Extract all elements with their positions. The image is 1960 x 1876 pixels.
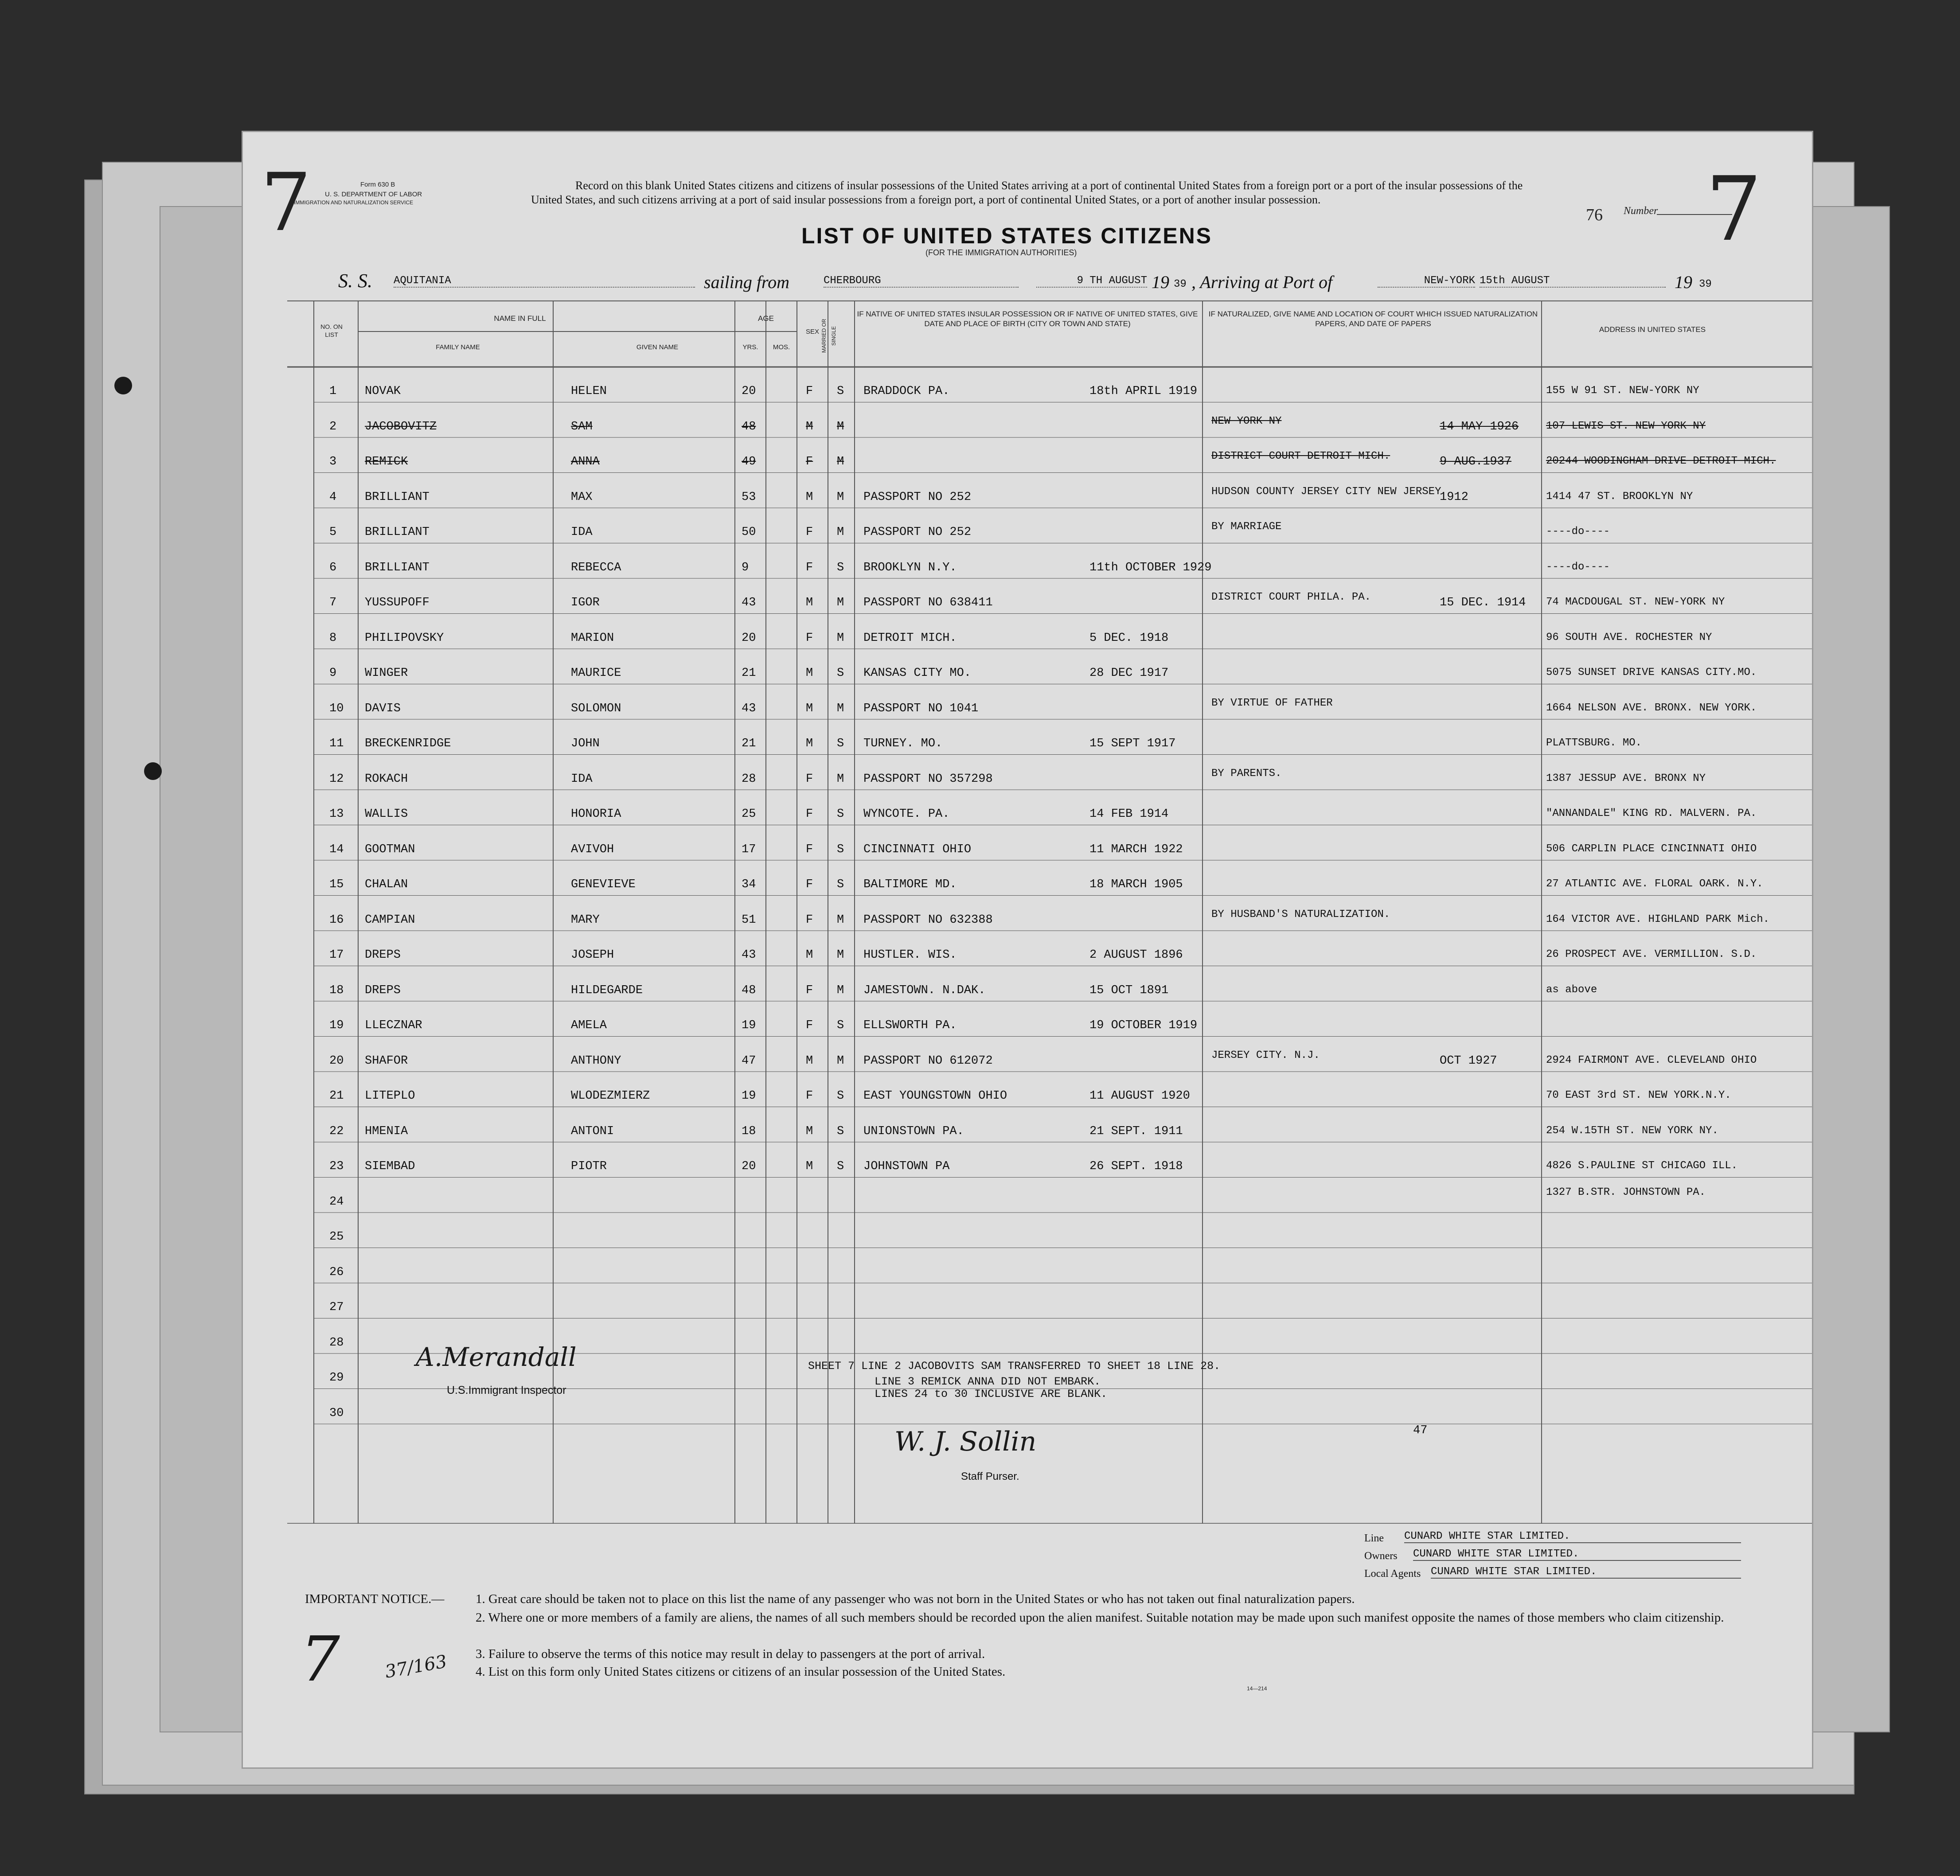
given-name: PIOTR: [571, 1160, 607, 1173]
birth-date: 14 FEB 1914: [1089, 807, 1169, 821]
naturalization-court: BY PARENTS.: [1211, 767, 1282, 780]
marital-status: S: [837, 667, 844, 680]
marital-status: M: [837, 1054, 844, 1068]
birth-place: BRADDOCK PA.: [863, 385, 950, 398]
naturalization-court: HUDSON COUNTY JERSEY CITY NEW JERSEY: [1211, 485, 1441, 498]
header-sex: SEX: [805, 328, 819, 335]
age-years: 49: [742, 455, 756, 468]
age-years: 48: [742, 420, 756, 433]
row-number: 14: [329, 842, 344, 856]
sex: M: [806, 948, 813, 962]
row-number: 11: [329, 737, 344, 750]
row-number: 21: [329, 1089, 344, 1103]
purser-signature: W. J. Sollin: [894, 1426, 1037, 1457]
family-name: GOOTMAN: [365, 842, 415, 856]
address: 96 SOUTH AVE. ROCHESTER NY: [1546, 631, 1712, 644]
birth-place: JOHNSTOWN PA: [863, 1160, 950, 1173]
birth-place: TURNEY. MO.: [863, 737, 943, 750]
ss-label: S. S.: [338, 270, 372, 292]
marital-status: S: [837, 737, 844, 750]
marital-status: S: [837, 561, 844, 574]
sex: F: [806, 983, 813, 997]
sheet-mark-left: 7: [261, 156, 312, 249]
family-name: CHALAN: [365, 878, 408, 891]
sail-year: 39: [1174, 278, 1187, 290]
sex: M: [806, 420, 813, 433]
given-name: IGOR: [571, 596, 600, 609]
row-number: 10: [329, 702, 344, 715]
notice-item-2: 2. Where one or more members of a family are aliens, the names of all such members should be recorded upon the alien manifest. Suitable notation may be made upon such manifest opposite the names of those members who claim citizenship.: [476, 1611, 1724, 1625]
row-number: 16: [329, 913, 344, 927]
sex: F: [806, 455, 813, 468]
address: 74 MACDOUGAL ST. NEW-YORK NY: [1546, 596, 1725, 608]
age-years: 19: [742, 1089, 756, 1103]
birth-place: PASSPORT NO 252: [863, 490, 972, 504]
given-name: IDA: [571, 526, 593, 539]
handwritten-mark: 7: [301, 1623, 340, 1696]
header-naturalized: IF NATURALIZED, GIVE NAME AND LOCATION OF COURT WHICH ISSUED NATURALIZATION PAPERS, AND DATE OF PAPERS: [1208, 310, 1538, 328]
birth-place: KANSAS CITY MO.: [863, 667, 972, 680]
address: "ANNANDALE" KING RD. MALVERN. PA.: [1546, 807, 1757, 819]
row-number: 27: [329, 1301, 344, 1314]
sheet-mark-right: 7: [1706, 158, 1762, 261]
sex: M: [806, 1054, 813, 1068]
address: 1414 47 ST. BROOKLYN NY: [1546, 490, 1693, 503]
marital-status: S: [837, 1160, 844, 1173]
family-name: HMENIA: [365, 1124, 408, 1138]
address: 107 LEWIS ST. NEW YORK NY: [1546, 420, 1706, 432]
local-agents-label: Local Agents: [1364, 1568, 1421, 1580]
intro-text: Record on this blank United States citizens and citizens of insular possessions of the United States arriving at a port of continental United States from a foreign port or a port of the insular possessions of the United States, and such citizens arriving at a port of said insular possessions from a foreign port, a port of continental United States, or a port of another insular possession.: [531, 179, 1523, 206]
family-name: CAMPIAN: [365, 913, 415, 927]
birth-place: EAST YOUNGSTOWN OHIO: [863, 1089, 1007, 1103]
row-number: 26: [329, 1265, 344, 1279]
sex: F: [806, 842, 813, 856]
marital-status: M: [837, 596, 844, 609]
birth-date: 19 OCTOBER 1919: [1089, 1019, 1198, 1032]
family-name: JACOBOVITZ: [365, 420, 437, 433]
birth-place: PASSPORT NO 1041: [863, 702, 979, 715]
family-name: BRILLIANT: [365, 490, 429, 504]
line-label: Line: [1364, 1533, 1384, 1544]
family-name: ROKACH: [365, 772, 408, 786]
header-family-name: FAMILY NAME: [436, 343, 480, 351]
row-number: 25: [329, 1230, 344, 1244]
family-name: BRECKENRIDGE: [365, 737, 451, 750]
birth-place: PASSPORT NO 252: [863, 526, 972, 539]
age-years: 20: [742, 385, 756, 398]
birth-date: 5 DEC. 1918: [1089, 631, 1169, 645]
birth-date: 11 MARCH 1922: [1089, 842, 1183, 856]
given-name: AVIVOH: [571, 842, 614, 856]
header-birth: IF NATIVE OF UNITED STATES INSULAR POSSESSION OR IF NATIVE OF UNITED STATES, GIVE DATE AND PLACE OF BIRTH (CITY OR TOWN AND STATE): [857, 310, 1198, 328]
age-years: 21: [742, 737, 756, 750]
birth-place: ELLSWORTH PA.: [863, 1019, 957, 1032]
address: as above: [1546, 983, 1597, 996]
given-name: JOHN: [571, 737, 600, 750]
age-years: 9: [742, 561, 749, 574]
naturalization-court: DISTRICT COURT DETROIT MICH.: [1211, 450, 1390, 462]
sex: F: [806, 772, 813, 786]
blank-lines-note: LINES 24 to 30 INCLUSIVE ARE BLANK.: [875, 1388, 1108, 1400]
sailing-label: sailing from: [704, 272, 789, 292]
header-age: AGE: [758, 314, 774, 323]
marital-status: S: [837, 385, 844, 398]
family-name: BRILLIANT: [365, 561, 429, 574]
age-years: 20: [742, 631, 756, 645]
birth-place: UNIONSTOWN PA.: [863, 1124, 964, 1138]
row-number: 1: [329, 385, 337, 398]
number-label: Number: [1624, 205, 1658, 217]
family-name: DREPS: [365, 983, 401, 997]
notice-heading: IMPORTANT NOTICE.—: [305, 1592, 445, 1606]
address: 1387 JESSUP AVE. BRONX NY: [1546, 772, 1706, 784]
birth-date: 28 DEC 1917: [1089, 667, 1169, 680]
inspector-signature: A.Merandall: [416, 1342, 577, 1372]
notice-item-1: 1. Great care should be taken not to place on this list the name of any passenger who was not born in the United States or who has not taken out final naturalization papers.: [476, 1592, 1355, 1606]
page-count: 47: [1413, 1424, 1428, 1437]
row-number: 8: [329, 631, 337, 645]
marital-status: M: [837, 455, 844, 468]
address: 155 W 91 ST. NEW-YORK NY: [1546, 385, 1699, 397]
sex: F: [806, 913, 813, 927]
manifest-page: [242, 131, 1813, 1769]
owners-value: CUNARD WHITE STAR LIMITED.: [1413, 1548, 1741, 1561]
header-name-in-full: NAME IN FULL: [494, 314, 546, 323]
sex: F: [806, 526, 813, 539]
birth-date: 11 AUGUST 1920: [1089, 1089, 1190, 1103]
marital-status: M: [837, 913, 844, 927]
owners-label: Owners: [1364, 1550, 1398, 1562]
family-name: SIEMBAD: [365, 1160, 415, 1173]
sex: F: [806, 1089, 813, 1103]
marital-status: M: [837, 948, 844, 962]
marital-status: S: [837, 878, 844, 891]
marital-status: M: [837, 772, 844, 786]
marital-status: M: [837, 983, 844, 997]
given-name: JOSEPH: [571, 948, 614, 962]
given-name: HONORIA: [571, 807, 621, 821]
local-agents-value: CUNARD WHITE STAR LIMITED.: [1431, 1566, 1741, 1579]
age-years: 53: [742, 490, 756, 504]
marital-status: S: [837, 1089, 844, 1103]
age-years: 21: [742, 667, 756, 680]
header-given-name: GIVEN NAME: [636, 343, 679, 351]
naturalization-date: 9 AUG.1937: [1440, 455, 1512, 468]
given-name: MAX: [571, 490, 593, 504]
row-number: 3: [329, 455, 337, 468]
row-number: 22: [329, 1124, 344, 1138]
row-number: 7: [329, 596, 337, 609]
sex: F: [806, 807, 813, 821]
arrive-year-prefix: 19: [1675, 272, 1692, 292]
age-years: 51: [742, 913, 756, 927]
address: 1327 B.STR. JOHNSTOWN PA.: [1546, 1186, 1706, 1198]
arrive-port: NEW-YORK: [1378, 275, 1475, 288]
sail-year-prefix: 19: [1152, 272, 1169, 292]
sex: M: [806, 490, 813, 504]
naturalization-court: NEW YORK NY: [1211, 415, 1282, 427]
naturalization-court: BY MARRIAGE: [1211, 521, 1282, 533]
page-title: LIST OF UNITED STATES CITIZENS: [801, 223, 1213, 248]
birth-place: PASSPORT NO 612072: [863, 1054, 993, 1068]
address: 4826 S.PAULINE ST CHICAGO ILL.: [1546, 1160, 1738, 1172]
sex: M: [806, 1124, 813, 1138]
address: PLATTSBURG. MO.: [1546, 737, 1642, 749]
given-name: MAURICE: [571, 667, 621, 680]
given-name: MARION: [571, 631, 614, 645]
sex: M: [806, 737, 813, 750]
birth-place: CINCINNATI OHIO: [863, 842, 972, 856]
age-years: 19: [742, 1019, 756, 1032]
row-number: 9: [329, 667, 337, 680]
given-name: WLODEZMIERZ: [571, 1089, 650, 1103]
punch-hole: [144, 762, 162, 780]
given-name: SAM: [571, 420, 593, 433]
marital-status: S: [837, 807, 844, 821]
birth-place: PASSPORT NO 632388: [863, 913, 993, 927]
arrive-date: 15th AUGUST: [1480, 275, 1666, 288]
row-number: 2: [329, 420, 337, 433]
arriving-label: , Arriving at Port of: [1191, 272, 1333, 292]
row-number: 17: [329, 948, 344, 962]
address: 2924 FAIRMONT AVE. CLEVELAND OHIO: [1546, 1054, 1757, 1066]
birth-date: 15 SEPT 1917: [1089, 737, 1176, 750]
age-years: 43: [742, 948, 756, 962]
age-years: 47: [742, 1054, 756, 1068]
birth-place: PASSPORT NO 357298: [863, 772, 993, 786]
age-years: 20: [742, 1160, 756, 1173]
birth-place: HUSTLER. WIS.: [863, 948, 957, 962]
birth-date: 18 MARCH 1905: [1089, 878, 1183, 891]
sex: F: [806, 1019, 813, 1032]
family-name: LLECZNAR: [365, 1019, 422, 1032]
naturalization-court: DISTRICT COURT PHILA. PA.: [1211, 591, 1371, 603]
row-number: 19: [329, 1019, 344, 1032]
embark-note: LINE 3 REMICK ANNA DID NOT EMBARK.: [875, 1375, 1101, 1388]
family-name: DREPS: [365, 948, 401, 962]
family-name: PHILIPOVSKY: [365, 631, 444, 645]
age-years: 25: [742, 807, 756, 821]
naturalization-court: BY HUSBAND'S NATURALIZATION.: [1211, 908, 1390, 920]
family-name: YUSSUPOFF: [365, 596, 429, 609]
notice-item-4: 4. List on this form only United States citizens or citizens of an insular possession of the United States.: [476, 1665, 1006, 1679]
handwritten-fraction: 37/163: [383, 1651, 449, 1682]
purser-label: Staff Purser.: [961, 1470, 1019, 1482]
address: 164 VICTOR AVE. HIGHLAND PARK Mich.: [1546, 913, 1770, 925]
marital-status: M: [837, 490, 844, 504]
family-name: SHAFOR: [365, 1054, 408, 1068]
birth-date: 26 SEPT. 1918: [1089, 1160, 1183, 1173]
marital-status: M: [837, 526, 844, 539]
line-value: CUNARD WHITE STAR LIMITED.: [1404, 1530, 1741, 1543]
punch-hole: [114, 377, 132, 394]
family-name: WINGER: [365, 667, 408, 680]
birth-date: 2 AUGUST 1896: [1089, 948, 1183, 962]
birth-place: JAMESTOWN. N.DAK.: [863, 983, 986, 997]
address: 20244 WOODINGHAM DRIVE DETROIT MICH.: [1546, 455, 1776, 467]
family-name: DAVIS: [365, 702, 401, 715]
address: 27 ATLANTIC AVE. FLORAL OARK. N.Y.: [1546, 878, 1763, 890]
given-name: AMELA: [571, 1019, 607, 1032]
marital-status: M: [837, 631, 844, 645]
marital-status: M: [837, 702, 844, 715]
birth-place: PASSPORT NO 638411: [863, 596, 993, 609]
address: 5075 SUNSET DRIVE KANSAS CITY.MO.: [1546, 667, 1757, 679]
address: 254 W.15TH ST. NEW YORK NY.: [1546, 1124, 1718, 1137]
naturalization-date: OCT 1927: [1440, 1054, 1497, 1068]
age-years: 43: [742, 702, 756, 715]
given-name: ANNA: [571, 455, 600, 468]
given-name: REBECCA: [571, 561, 621, 574]
table-grid: [287, 300, 1812, 1524]
sex: F: [806, 561, 813, 574]
address: 26 PROSPECT AVE. VERMILLION. S.D.: [1546, 948, 1757, 960]
row-number: 13: [329, 807, 344, 821]
sex: F: [806, 631, 813, 645]
row-number: 15: [329, 878, 344, 891]
row-number: 5: [329, 526, 337, 539]
header-address: ADDRESS IN UNITED STATES: [1599, 325, 1706, 334]
header-mos: MOS.: [773, 343, 790, 351]
given-name: HILDEGARDE: [571, 983, 643, 997]
page-subtitle: (FOR THE IMMIGRATION AUTHORITIES): [925, 248, 1077, 257]
row-number: 24: [329, 1195, 344, 1209]
row-number: 28: [329, 1336, 344, 1349]
sex: F: [806, 878, 813, 891]
row-number: 23: [329, 1160, 344, 1173]
family-name: NOVAK: [365, 385, 401, 398]
age-years: 28: [742, 772, 756, 786]
sex: M: [806, 596, 813, 609]
birth-date: 21 SEPT. 1911: [1089, 1124, 1183, 1138]
naturalization-court: JERSEY CITY. N.J.: [1211, 1049, 1320, 1061]
row-number: 6: [329, 561, 337, 574]
given-name: ANTHONY: [571, 1054, 621, 1068]
ship-name: AQUITANIA: [394, 275, 695, 288]
birth-place: BALTIMORE MD.: [863, 878, 957, 891]
row-number: 20: [329, 1054, 344, 1068]
sail-date: 9 TH AUGUST: [1036, 275, 1147, 288]
age-years: 50: [742, 526, 756, 539]
birth-date: 15 OCT 1891: [1089, 983, 1169, 997]
naturalization-date: 1912: [1440, 490, 1468, 504]
form-number: Form 630 B: [360, 181, 395, 188]
family-name: LITEPLO: [365, 1089, 415, 1103]
header-married-single: MARRIED OR SINGLE: [821, 319, 837, 353]
given-name: MARY: [571, 913, 600, 927]
naturalization-court: BY VIRTUE OF FATHER: [1211, 697, 1333, 709]
birth-place: WYNCOTE. PA.: [863, 807, 950, 821]
marital-status: S: [837, 1019, 844, 1032]
age-years: 43: [742, 596, 756, 609]
given-name: ANTONI: [571, 1124, 614, 1138]
naturalization-date: 14 MAY 1926: [1440, 420, 1519, 433]
sex: M: [806, 1160, 813, 1173]
marital-status: S: [837, 1124, 844, 1138]
department: U. S. DEPARTMENT OF LABOR: [325, 191, 422, 198]
age-years: 48: [742, 983, 756, 997]
row-number: 4: [329, 490, 337, 504]
sailing-from: CHERBOURG: [824, 275, 1019, 288]
row-number: 29: [329, 1371, 344, 1385]
birth-date: 18th APRIL 1919: [1089, 385, 1198, 398]
naturalization-date: 15 DEC. 1914: [1440, 596, 1526, 609]
address: 506 CARPLIN PLACE CINCINNATI OHIO: [1546, 842, 1757, 855]
sex: M: [806, 702, 813, 715]
inspector-label: U.S.Immigrant Inspector: [447, 1384, 566, 1396]
notice-item-3: 3. Failure to observe the terms of this notice may result in delay to passengers at the port of arrival.: [476, 1647, 985, 1661]
age-years: 17: [742, 842, 756, 856]
transfer-note: SHEET 7 LINE 2 JACOBOVITS SAM TRANSFERRED TO SHEET 18 LINE 28.: [808, 1360, 1221, 1373]
birth-place: DETROIT MICH.: [863, 631, 957, 645]
given-name: HELEN: [571, 385, 607, 398]
manifest-table: [287, 300, 1812, 1524]
row-number: 12: [329, 772, 344, 786]
header-yrs: YRS.: [742, 343, 758, 351]
birth-date: 11th OCTOBER 1929: [1089, 561, 1212, 574]
header-no: NO. ON LIST: [320, 323, 343, 338]
row-number: 18: [329, 983, 344, 997]
row-number: 30: [329, 1406, 344, 1420]
list-number: 76: [1586, 206, 1603, 224]
given-name: SOLOMON: [571, 702, 621, 715]
birth-place: BROOKLYN N.Y.: [863, 561, 957, 574]
given-name: GENEVIEVE: [571, 878, 636, 891]
address: 1664 NELSON AVE. BRONX. NEW YORK.: [1546, 702, 1757, 714]
age-years: 18: [742, 1124, 756, 1138]
service-name: IMMIGRATION AND NATURALIZATION SERVICE: [294, 199, 414, 206]
age-years: 34: [742, 878, 756, 891]
address: 70 EAST 3rd ST. NEW YORK.N.Y.: [1546, 1089, 1731, 1101]
print-code: 14—214: [1247, 1685, 1267, 1692]
address: ----do----: [1546, 561, 1610, 573]
arrive-year: 39: [1699, 278, 1712, 290]
sex: F: [806, 385, 813, 398]
family-name: WALLIS: [365, 807, 408, 821]
address: ----do----: [1546, 526, 1610, 538]
family-name: BRILLIANT: [365, 526, 429, 539]
given-name: IDA: [571, 772, 593, 786]
marital-status: S: [837, 842, 844, 856]
sex: M: [806, 667, 813, 680]
marital-status: M: [837, 420, 844, 433]
family-name: REMICK: [365, 455, 408, 468]
